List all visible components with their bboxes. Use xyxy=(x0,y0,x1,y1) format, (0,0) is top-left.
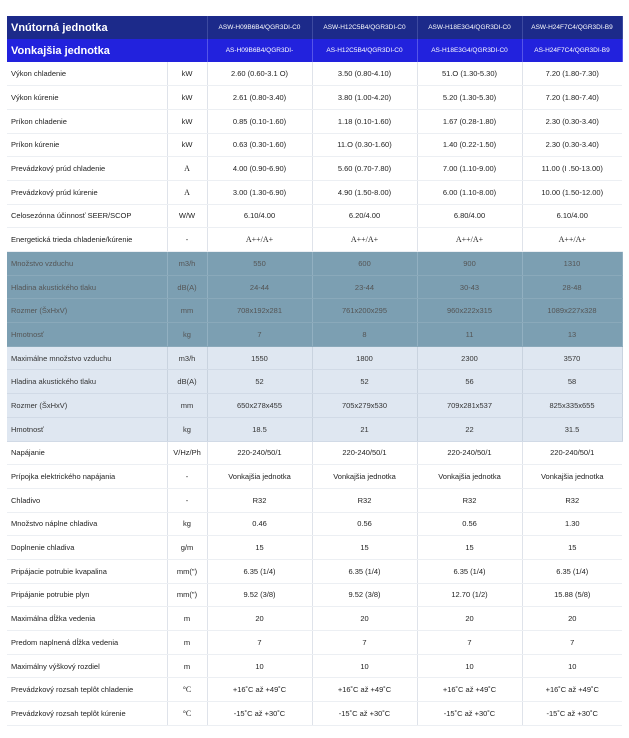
spec-unit: °C xyxy=(167,678,207,702)
spec-unit: g/m xyxy=(167,536,207,560)
spec-label: Rozmer (ŠxHxV) xyxy=(7,299,167,323)
indoor-unit-label: Vnútorná jednotka xyxy=(7,16,207,39)
spec-value: 761x200x295 xyxy=(312,299,417,323)
spec-value: 5.60 (0.70-7.80) xyxy=(312,157,417,181)
spec-value: -15˚C až +30˚C xyxy=(522,702,622,726)
spec-value: 56 xyxy=(417,370,522,394)
spec-value: 22 xyxy=(417,417,522,441)
spec-label: Doplnenie chladiva xyxy=(7,536,167,560)
spec-value: 9.52 (3/8) xyxy=(207,583,312,607)
spec-unit: kg xyxy=(167,512,207,536)
spec-value: 1310 xyxy=(522,252,622,276)
spec-value: 7 xyxy=(417,631,522,655)
spec-value: 650x278x455 xyxy=(207,394,312,418)
spec-value: 11 xyxy=(417,323,522,347)
spec-label: Výkon chladenie xyxy=(7,62,167,86)
spec-value: 6.10/4.00 xyxy=(207,204,312,228)
spec-unit: kW xyxy=(167,86,207,110)
spec-value: 1800 xyxy=(312,346,417,370)
spec-label: Prevádzkový rozsah teplôt kúrenie xyxy=(7,702,167,726)
spec-row xyxy=(7,488,622,512)
spec-value: 0.85 (0.10-1.60) xyxy=(207,109,312,133)
spec-value: 4.90 (1.50-8.00) xyxy=(312,180,417,204)
spec-value: 23-44 xyxy=(312,275,417,299)
spec-value: 3.50 (0.80-4.10) xyxy=(312,62,417,86)
outdoor-model-4: AS-H24F7C4/QGR3DI-B9 xyxy=(522,39,622,62)
spec-value: 0.56 xyxy=(312,512,417,536)
spec-value: A++/A+ xyxy=(207,228,312,252)
spec-row xyxy=(7,465,622,489)
spec-row xyxy=(7,109,622,133)
spec-value: 220-240/50/1 xyxy=(417,441,522,465)
spec-label: Rozmer (ŠxHxV) xyxy=(7,394,167,418)
spec-row xyxy=(7,417,622,441)
spec-label: Množstvo vzduchu xyxy=(7,252,167,276)
spec-value: 3.00 (1.30-6.90) xyxy=(207,180,312,204)
spec-label: Hmotnosť xyxy=(7,323,167,347)
spec-value: 2.30 (0.30-3.40) xyxy=(522,133,622,157)
spec-unit: - xyxy=(167,228,207,252)
spec-label: Napájanie xyxy=(7,441,167,465)
spec-label: Celosezónna účinnosť SEER/SCOP xyxy=(7,204,167,228)
spec-value: Vonkajšia jednotka xyxy=(207,465,312,489)
spec-value: A++/A+ xyxy=(417,228,522,252)
spec-value: 6.35 (1/4) xyxy=(522,559,622,583)
spec-value: 15 xyxy=(522,536,622,560)
spec-value: 15.88 (5/8) xyxy=(522,583,622,607)
spec-value: 28-48 xyxy=(522,275,622,299)
spec-row xyxy=(7,512,622,536)
spec-row xyxy=(7,631,622,655)
spec-value: 600 xyxy=(312,252,417,276)
spec-label: Príkon chladenie xyxy=(7,109,167,133)
spec-unit: kg xyxy=(167,323,207,347)
spec-row xyxy=(7,654,622,678)
spec-value: 12.70 (1/2) xyxy=(417,583,522,607)
spec-label: Prevádzkový rozsah teplôt chladenie xyxy=(7,678,167,702)
spec-label: Prevádzkový prúd chladenie xyxy=(7,157,167,181)
spec-value: 220-240/50/1 xyxy=(312,441,417,465)
spec-row xyxy=(7,228,622,252)
spec-value: 52 xyxy=(207,370,312,394)
spec-row xyxy=(7,299,622,323)
spec-value: 15 xyxy=(417,536,522,560)
spec-value: 2300 xyxy=(417,346,522,370)
spec-unit: m3/h xyxy=(167,346,207,370)
spec-value: 24-44 xyxy=(207,275,312,299)
spec-row xyxy=(7,702,622,726)
spec-value: Vonkajšia jednotka xyxy=(312,465,417,489)
spec-row xyxy=(7,536,622,560)
spec-value: 5.20 (1.30-5.30) xyxy=(417,86,522,110)
spec-value: -15˚C až +30˚C xyxy=(417,702,522,726)
spec-value: 1.18 (0.10-1.60) xyxy=(312,109,417,133)
outdoor-unit-label: Vonkajšia jednotka xyxy=(7,39,207,62)
indoor-model-4: ASW-H24F7C4/QGR3DI-B9 xyxy=(522,16,622,39)
indoor-model-1: ASW-H09B6B4/QGR3DI-C0 xyxy=(207,16,312,39)
spec-unit: W/W xyxy=(167,204,207,228)
spec-value: 7.20 (1.80-7.30) xyxy=(522,62,622,86)
spec-value: +16˚C až +49˚C xyxy=(417,678,522,702)
spec-value: 6.80/4.00 xyxy=(417,204,522,228)
spec-value: 2.60 (0.60-3.1 O) xyxy=(207,62,312,86)
spec-value: 10 xyxy=(207,654,312,678)
spec-label: Hladina akustického tlaku xyxy=(7,370,167,394)
spec-value: A++/A+ xyxy=(522,228,622,252)
spec-value: 8 xyxy=(312,323,417,347)
spec-value: 20 xyxy=(417,607,522,631)
spec-value: 550 xyxy=(207,252,312,276)
outdoor-model-2: AS-H12C5B4/QGR3DI-C0 xyxy=(312,39,417,62)
indoor-model-2: ASW-H12C5B4/QGR3DI-C0 xyxy=(312,16,417,39)
spec-unit: kW xyxy=(167,133,207,157)
spec-row xyxy=(7,204,622,228)
spec-value: 4.00 (0.90-6.90) xyxy=(207,157,312,181)
spec-value: 7 xyxy=(207,323,312,347)
spec-row xyxy=(7,252,622,276)
spec-value: 6.35 (1/4) xyxy=(417,559,522,583)
spec-row xyxy=(7,370,622,394)
spec-value: A++/A+ xyxy=(312,228,417,252)
spec-value: 9.52 (3/8) xyxy=(312,583,417,607)
spec-value: 15 xyxy=(312,536,417,560)
spec-value: -15˚C až +30˚C xyxy=(312,702,417,726)
spec-row xyxy=(7,607,622,631)
spec-value: Vonkajšia jednotka xyxy=(417,465,522,489)
spec-value: 58 xyxy=(522,370,622,394)
spec-value: 10 xyxy=(417,654,522,678)
spec-value: +16˚C až +49˚C xyxy=(207,678,312,702)
spec-value: 2.61 (0.80-3.40) xyxy=(207,86,312,110)
spec-value: 10.00 (1.50-12.00) xyxy=(522,180,622,204)
spec-value: 11.00 (I .50-13.00) xyxy=(522,157,622,181)
spec-row xyxy=(7,86,622,110)
spec-value: 6.35 (1/4) xyxy=(207,559,312,583)
spec-unit: kW xyxy=(167,109,207,133)
spec-value: 52 xyxy=(312,370,417,394)
spec-row xyxy=(7,133,622,157)
spec-value: 20 xyxy=(522,607,622,631)
spec-value: 20 xyxy=(207,607,312,631)
spec-value: 13 xyxy=(522,323,622,347)
spec-label: Pripájanie potrubie plyn xyxy=(7,583,167,607)
spec-value: 7.20 (1.80-7.40) xyxy=(522,86,622,110)
outdoor-model-3: AS-H18E3G4/QGR3DI-C0 xyxy=(417,39,522,62)
spec-value: 1550 xyxy=(207,346,312,370)
spec-label: Predom naplnená dĺžka vedenia xyxy=(7,631,167,655)
spec-label: Prevádzkový prúd kúrenie xyxy=(7,180,167,204)
spec-value: 10 xyxy=(522,654,622,678)
spec-value: 1.67 (0.28-1.80) xyxy=(417,109,522,133)
spec-value: 960x222x315 xyxy=(417,299,522,323)
spec-unit: m3/h xyxy=(167,252,207,276)
spec-value: R32 xyxy=(207,488,312,512)
spec-label: Energetická trieda chladenie/kúrenie xyxy=(7,228,167,252)
spec-label: Hmotnosť xyxy=(7,417,167,441)
spec-value: 7 xyxy=(207,631,312,655)
spec-row xyxy=(7,394,622,418)
spec-unit: mm(") xyxy=(167,583,207,607)
spec-row xyxy=(7,323,622,347)
spec-value: 0.63 (0.30-1.60) xyxy=(207,133,312,157)
spec-label: Pripájacie potrubie kvapalina xyxy=(7,559,167,583)
spec-value: 7 xyxy=(312,631,417,655)
spec-value: 7 xyxy=(522,631,622,655)
spec-value: 0.56 xyxy=(417,512,522,536)
spec-row xyxy=(7,583,622,607)
spec-row xyxy=(7,157,622,181)
spec-unit: dB(A) xyxy=(167,275,207,299)
spec-unit: mm xyxy=(167,394,207,418)
spec-unit: - xyxy=(167,465,207,489)
spec-value: 31.5 xyxy=(522,417,622,441)
spec-value: 0.46 xyxy=(207,512,312,536)
spec-value: 11.O (0.30-1.60) xyxy=(312,133,417,157)
spec-label: Prípojka elektrického napájania xyxy=(7,465,167,489)
spec-value: 2.30 (0.30-3.40) xyxy=(522,109,622,133)
spec-value: R32 xyxy=(312,488,417,512)
spec-value: 51.O (1.30-5.30) xyxy=(417,62,522,86)
spec-value: 220-240/50/1 xyxy=(207,441,312,465)
spec-row xyxy=(7,559,622,583)
spec-unit: °C xyxy=(167,702,207,726)
spec-row xyxy=(7,346,622,370)
spec-row xyxy=(7,441,622,465)
spec-unit: m xyxy=(167,631,207,655)
spec-value: R32 xyxy=(522,488,622,512)
spec-unit: A xyxy=(167,157,207,181)
outdoor-model-1: AS-H09B6B4/QGR3DI- xyxy=(207,39,312,62)
spec-value: 3570 xyxy=(522,346,622,370)
spec-unit: m xyxy=(167,607,207,631)
spec-value: 6.00 (1.10-8.00) xyxy=(417,180,522,204)
spec-value: 6.35 (1/4) xyxy=(312,559,417,583)
spec-value: 220-240/50/1 xyxy=(522,441,622,465)
spec-table xyxy=(7,16,623,726)
spec-value: +16˚C až +49˚C xyxy=(522,678,622,702)
spec-value: Vonkajšia jednotka xyxy=(522,465,622,489)
outdoor-unit-header-row xyxy=(7,39,622,62)
spec-value: 18.5 xyxy=(207,417,312,441)
spec-unit: m xyxy=(167,654,207,678)
spec-label: Maximálny výškový rozdiel xyxy=(7,654,167,678)
spec-row xyxy=(7,275,622,299)
spec-value: 900 xyxy=(417,252,522,276)
spec-value: 20 xyxy=(312,607,417,631)
spec-label: Množstvo náplne chladiva xyxy=(7,512,167,536)
spec-label: Maximálna dĺžka vedenia xyxy=(7,607,167,631)
spec-row xyxy=(7,62,622,86)
spec-unit: kg xyxy=(167,417,207,441)
indoor-model-3: ASW-H18E3G4/QGR3DI-C0 xyxy=(417,16,522,39)
spec-label: Hladina akustického tlaku xyxy=(7,275,167,299)
spec-value: -15˚C až +30˚C xyxy=(207,702,312,726)
spec-row xyxy=(7,678,622,702)
indoor-unit-header-row xyxy=(7,16,622,39)
spec-value: 1089x227x328 xyxy=(522,299,622,323)
spec-value: 10 xyxy=(312,654,417,678)
spec-label: Maximálne množstvo vzduchu xyxy=(7,346,167,370)
spec-row xyxy=(7,180,622,204)
spec-value: 30-43 xyxy=(417,275,522,299)
spec-value: 825x335x655 xyxy=(522,394,622,418)
spec-value: +16˚C až +49˚C xyxy=(312,678,417,702)
spec-value: 3.80 (1.00-4.20) xyxy=(312,86,417,110)
spec-value: R32 xyxy=(417,488,522,512)
spec-value: 709x281x537 xyxy=(417,394,522,418)
spec-value: 7.00 (1.10-9.00) xyxy=(417,157,522,181)
spec-value: 1.40 (0.22-1.50) xyxy=(417,133,522,157)
spec-value: 708x192x281 xyxy=(207,299,312,323)
spec-value: 6.10/4.00 xyxy=(522,204,622,228)
spec-unit: mm(") xyxy=(167,559,207,583)
spec-unit: kW xyxy=(167,62,207,86)
spec-label: Chladivo xyxy=(7,488,167,512)
spec-unit: A xyxy=(167,180,207,204)
spec-unit: V/Hz/Ph xyxy=(167,441,207,465)
spec-value: 705x279x530 xyxy=(312,394,417,418)
spec-label: Výkon kúrenie xyxy=(7,86,167,110)
spec-unit: mm xyxy=(167,299,207,323)
spec-unit: dB(A) xyxy=(167,370,207,394)
spec-value: 1.30 xyxy=(522,512,622,536)
spec-label: Príkon kúrenie xyxy=(7,133,167,157)
spec-value: 15 xyxy=(207,536,312,560)
spec-value: 21 xyxy=(312,417,417,441)
spec-value: 6.20/4.00 xyxy=(312,204,417,228)
spec-unit: - xyxy=(167,488,207,512)
